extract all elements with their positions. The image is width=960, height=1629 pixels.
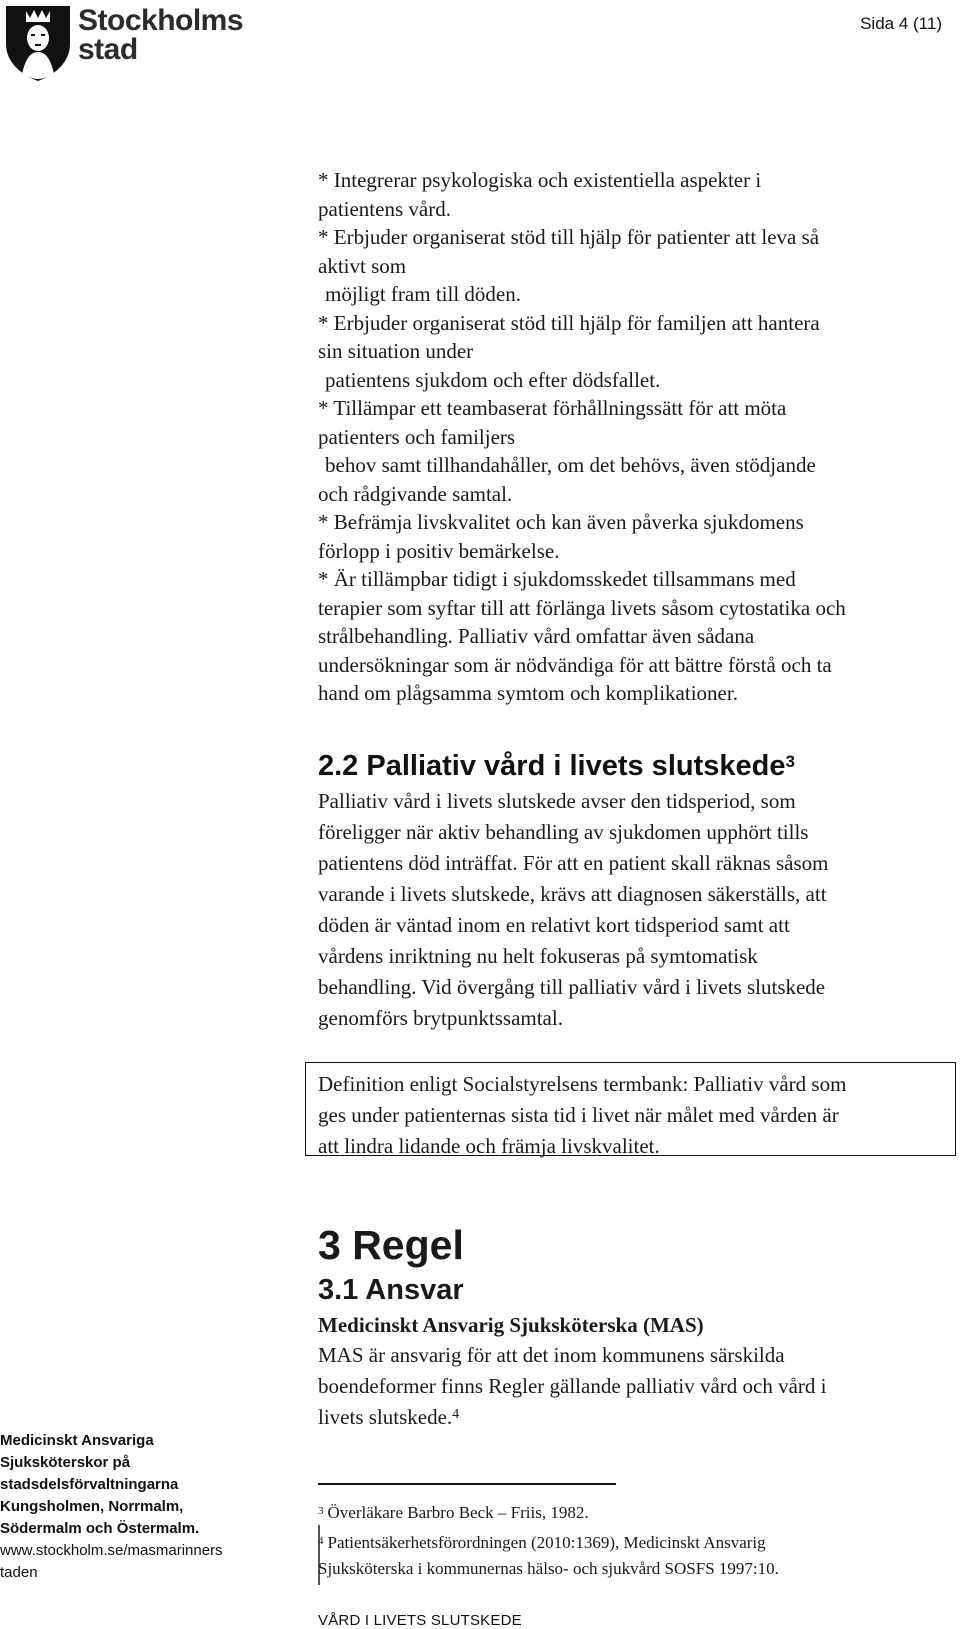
definition-line: att lindra lidande och främja livskvalitet. [318,1134,660,1158]
intro-line: strålbehandling. Palliativ vård omfattar även sådana [318,624,755,648]
mas-title: Medicinskt Ansvarig Sjuksköterska (MAS) [318,1313,704,1337]
paragraph-line: varande i livets slutskede, krävs att diagnosen säkerställs, att [318,882,827,906]
footnote-number: 3 [318,1505,324,1517]
intro-line: möjligt fram till döden. [325,282,521,306]
intro-line: förlopp i positiv bemärkelse. [318,538,560,563]
section-3-heading: 3 Regel [318,1222,464,1268]
paragraph-line: patientens död inträffat. För att en patient skall räknas såsom [318,851,829,875]
footnote-text: Överläkare Barbro Beck – Friis, 1982. [327,1503,589,1522]
sidebar-line: Kungsholmen, Norrmalm, [0,1498,184,1515]
intro-line: hand om plågsamma symtom och komplikationer. [318,681,738,705]
logo-line-1: Stockholms [78,4,244,37]
footnote-divider [318,1483,616,1485]
definition-line: ges under patienternas sista tid i livet när målet med vården är [318,1103,839,1127]
definition-line: Definition enligt Socialstyrelsens termbank: Palliativ vård som [318,1072,847,1096]
document-footer-title: VÅRD I LIVETS SLUTSKEDE [318,1612,522,1629]
intro-line: aktivt som [318,253,407,278]
footnote-ref-3: 3 [785,752,795,771]
paragraph-line [318,1402,938,1433]
paragraph-line-text: livets slutskede. [318,1405,453,1429]
footnote-line [318,1530,779,1556]
footnote-3 [318,1500,589,1526]
intro-line: och rådgivande samtal. [318,481,513,506]
paragraph-line: MAS är ansvarig för att det inom kommunens särskilda [318,1343,785,1367]
page-number: Sida 4 (11) [860,14,942,33]
footnote-ref-4: 4 [452,1407,460,1422]
intro-line: terapier som syftar till att förlänga livets såsom cytostatika och [318,595,846,620]
section-2-2-paragraph [318,786,938,1034]
mas-paragraph [318,1340,938,1433]
footnote-line: Sjuksköterska i kommunernas hälso- och sjukvård SOSFS 1997:10. [318,1559,779,1578]
section-3-1-heading: 3.1 Ansvar [318,1274,464,1306]
footnote-4 [318,1530,779,1582]
sidebar-line: Södermalm och Östermalm. [0,1520,200,1537]
sidebar-url[interactable]: www.stockholm.se/masmarinners [0,1542,223,1559]
paragraph-line: vårdens inriktning nu helt fokuseras på symtomatisk [318,944,758,968]
paragraph-line: genomförs brytpunktssamtal. [318,1006,563,1030]
sender-sidebar [0,1430,260,1584]
paragraph-line: föreligger när aktiv behandling av sjukdomen upphört tills [318,820,809,844]
definition-box [305,1062,956,1156]
stockholms-stad-logo [4,2,254,84]
intro-line: * Erbjuder organiserat stöd till hjälp för patienter att leva så [318,225,820,249]
intro-line: sin situation under [318,339,474,363]
logo-line-2: stad [78,33,138,66]
city-crest-icon [4,2,72,82]
intro-line: * Integrerar psykologiska och existentiella aspekter i [318,168,762,192]
section-2-2-heading [318,750,795,782]
paragraph-line: döden är väntad inom en relativt kort tidsperiod samt att [318,913,790,937]
intro-line: behov samt tillhandahåller, om det behövs, även stödjande [325,453,816,477]
logo-wordmark [78,6,243,64]
sidebar-line: Medicinskt Ansvariga [0,1432,154,1449]
intro-line: patienters och familjers [318,424,516,449]
paragraph-line: behandling. Vid övergång till palliativ vård i livets slutskede [318,975,826,999]
footnote-text: Patientsäkerhetsförordningen (2010:1369), Medicinskt Ansvarig [327,1533,766,1552]
intro-text [318,166,948,708]
intro-line: * Befrämja livskvalitet och kan även påverka sjukdomens [318,510,804,534]
intro-line: * Erbjuder organiserat stöd till hjälp för familjen att hantera [318,310,820,335]
intro-line: * Tillämpar ett teambaserat förhållningssätt för att möta [318,396,787,420]
intro-line: * Är tillämpbar tidigt i sjukdomsskedet tillsammans med [318,567,796,591]
footnote-number: 4 [318,1535,324,1547]
sidebar-line: stadsdelsförvaltningarna [0,1476,179,1493]
sidebar-url-continued[interactable]: taden [0,1564,38,1581]
intro-line: undersökningar som är nödvändiga för att bättre förstå och ta [318,652,832,677]
section-2-2-heading-text: 2.2 Palliativ vård i livets slutskede [318,750,786,782]
sidebar-line: Sjuksköterskor på [0,1454,131,1471]
paragraph-line: Palliativ vård i livets slutskede avser den tidsperiod, som [318,789,796,813]
intro-line: patientens sjukdom och efter dödsfallet. [325,367,661,392]
intro-line: patientens vård. [318,196,451,221]
paragraph-line: boendeformer finns Regler gällande palliativ vård och vård i [318,1374,827,1398]
